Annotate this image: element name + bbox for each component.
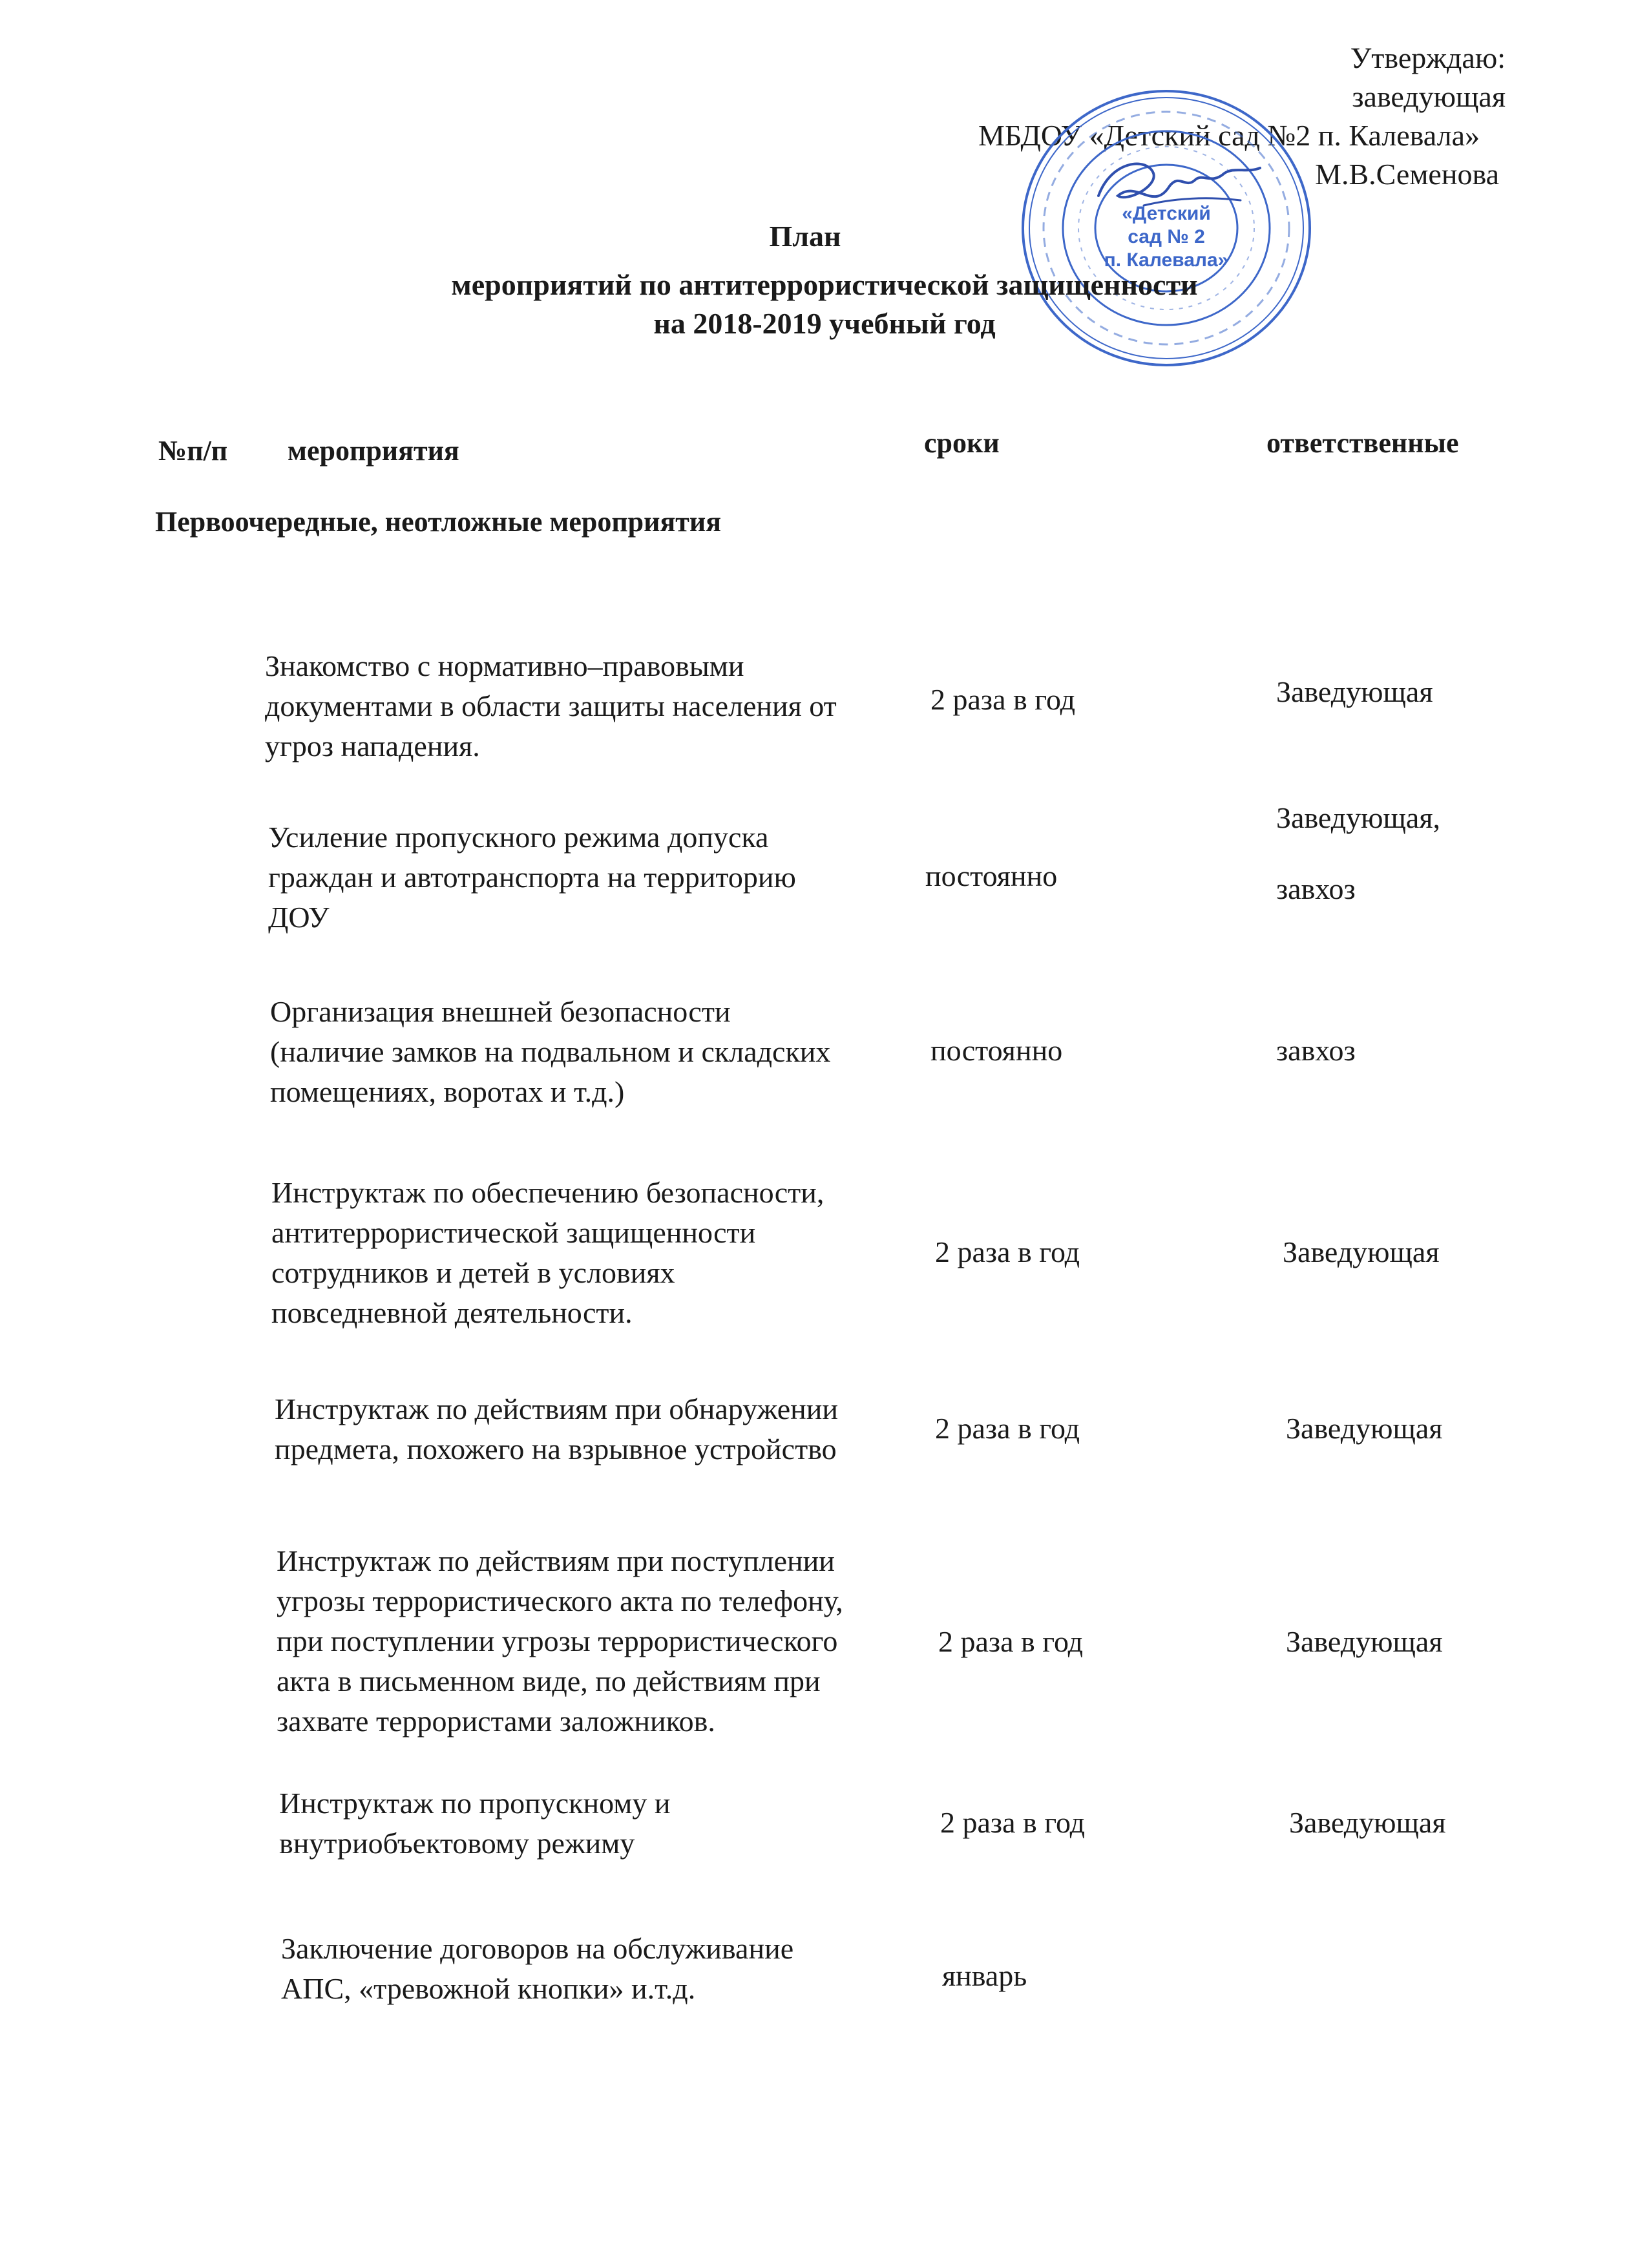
header-responsible: ответственные [1266, 427, 1459, 459]
row-activity: Инструктаж по пропускному и внутриобъектовому режиму [279, 1787, 671, 1860]
title-line-1: План [769, 220, 841, 253]
row-activity: Инструктаж по действиям при обнаружении предмета, похожего на взрывное устройство [275, 1392, 839, 1465]
row-activity: Инструктаж по обеспечению безопасности, антитеррористической защищенности сотрудников и детей в условиях повседневной деятельности. [271, 1176, 824, 1329]
row-activity: Усиление пропускного режима допуска граждан и автотранспорта на территорию ДОУ [268, 821, 796, 934]
approval-line-approve: Утверждаю: [1350, 41, 1506, 74]
row-term: 2 раза в год [935, 1412, 1080, 1445]
row-responsible: Заведующая, [1276, 801, 1440, 834]
signature-scribble [1098, 164, 1260, 198]
title-line-3: на 2018-2019 учебный год [653, 307, 996, 340]
stamp-text-line3: п. Калевала» [1104, 249, 1229, 271]
row-activity: Заключение договоров на обслуживание АПС, «тревожной кнопки» и.т.д. [281, 1932, 794, 2005]
row-term: 2 раза в год [940, 1806, 1086, 1839]
row-term: 2 раза в год [935, 1235, 1080, 1268]
row-term: январь [942, 1959, 1027, 1992]
row-activity: Инструктаж по действиям при поступлении угрозы террористического акта по телефону, при поступлении угрозы террористического акта в письменном виде, по действиям при захвате террористами заложников. [277, 1544, 843, 1738]
row-term: постоянно [930, 1034, 1063, 1067]
header-term: сроки [924, 427, 1000, 459]
stamp-text-line2: сад № 2 [1128, 226, 1205, 247]
row-responsible: Заведующая [1276, 675, 1433, 708]
header-activity: мероприятия [288, 435, 459, 467]
approval-line-name: М.В.Семенова [1315, 158, 1499, 191]
section-title: Первоочередные, неотложные мероприятия [155, 506, 722, 538]
row-responsible: завхоз [1276, 1034, 1356, 1067]
approval-line-position: заведующая [1352, 80, 1506, 113]
row-responsible-2: завхоз [1276, 872, 1356, 905]
row-activity: Знакомство с нормативно–правовыми документами в области защиты населения от угроз нападения. [265, 649, 837, 762]
row-activity: Организация внешней безопасности (наличие замков на подвальном и складских помещениях, воротах и т.д.) [270, 995, 831, 1108]
row-responsible: Заведующая [1289, 1806, 1446, 1839]
row-term: 2 раза в год [930, 683, 1076, 716]
header-num: №п/п [158, 435, 228, 467]
stamp-text-line1: «Детский [1122, 203, 1211, 224]
title-line-2: мероприятий по антитеррористической защищенности [451, 268, 1198, 301]
row-term: 2 раза в год [938, 1625, 1084, 1658]
row-responsible: Заведующая [1283, 1235, 1440, 1268]
row-term: постоянно [925, 859, 1058, 892]
approval-line-organization: МБДОУ «Детский сад №2 п. Калевала» [978, 119, 1480, 152]
row-responsible: Заведующая [1286, 1412, 1443, 1445]
row-responsible: Заведующая [1286, 1625, 1443, 1658]
